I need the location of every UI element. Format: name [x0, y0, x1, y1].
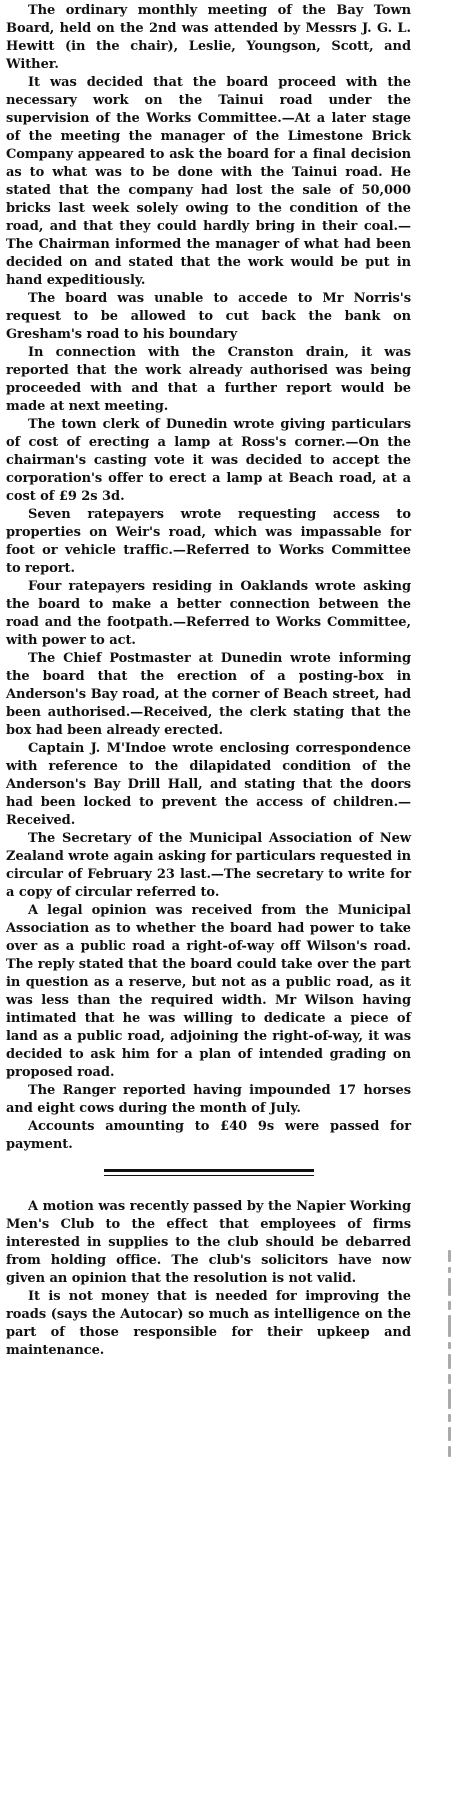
paragraph-drill-hall: Captain J. M'Indoe wrote enclosing correspondence with reference to the dilapidated condition of the Anderson's Bay Drill Hall, and stating that the doors had been locked to prevent the access of children.—Received.: [6, 741, 411, 828]
paragraph-municipal-circular: The Secretary of the Municipal Association of New Zealand wrote again asking for particulars requested in circular of February 23 last.—The secretary to write for a copy of circular referred to.: [6, 831, 411, 900]
paragraph-napier-club: A motion was recently passed by the Napier Working Men's Club to the effect that employees of firms interested in supplies to the club should be debarred from holding office. The club's solicitors have now given an opinion that the resolution is not valid.: [6, 1199, 411, 1286]
article-column: [6, 2, 411, 1360]
paragraph-accounts: Accounts amounting to £40 9s were passed for payment.: [6, 1119, 411, 1152]
paragraph-autocar-roads: It is not money that is needed for improving the roads (says the Autocar) so much as intelligence on the part of those responsible for their upkeep and maintenance.: [6, 1289, 411, 1358]
paragraph-tainui-road: It was decided that the board proceed with the necessary work on the Tainui road under the supervision of the Works Committee.—At a later stage of the meeting the manager of the Limestone Brick Company appeared to ask the board for a final decision as to what was to be done with the Tainui road. He stated that the company had lost the sale of 50,000 bricks last week solely owing to the condition of the road, and that they could hardly bring in their coal.—The Chairman informed the manager of what had been decided on and stated that the work would be put in hand expeditiously.: [6, 75, 411, 288]
paragraph-ranger-report: The Ranger reported having impounded 17 horses and eight cows during the month of July.: [6, 1083, 411, 1116]
margin-bleed-through-marks: [440, 1250, 458, 1520]
short-items: [6, 1198, 411, 1360]
paragraph-legal-opinion: A legal opinion was received from the Municipal Association as to whether the board had power to take over as a public road a right-of-way off Wilson's road. The reply stated that the board could take over the part in question as a reserve, but not as a public road, as it was less than the required width. Mr Wilson having intimated that he was willing to dedicate a piece of land as a public road, adjoining the right-of-way, it was decided to ask him for a plan of intended grading on proposed road.: [6, 903, 411, 1080]
paragraph-oaklands-footpath: Four ratepayers residing in Oaklands wrote asking the board to make a better connection between the road and the footpath.—Referred to Works Committee, with power to act.: [6, 579, 411, 648]
paragraph-norris-request: The board was unable to accede to Mr Norris's request to be allowed to cut back the bank on Gresham's road to his boundary: [6, 291, 411, 342]
town-board-report: [6, 2, 411, 1154]
paragraph-meeting-attendance: The ordinary monthly meeting of the Bay Town Board, held on the 2nd was attended by Messrs J. G. L. Hewitt (in the chair), Leslie, Youngson, Scott, and Wither.: [6, 3, 411, 72]
paragraph-cranston-drain: In connection with the Cranston drain, it was reported that the work already authorised was being proceeded with and that a further report would be made at next meeting.: [6, 345, 411, 414]
paragraph-dunedin-lamp: The town clerk of Dunedin wrote giving particulars of cost of erecting a lamp at Ross's corner.—On the chairman's casting vote it was decided to accept the corporation's offer to erect a lamp at Beach road, at a cost of £9 2s 3d.: [6, 417, 411, 504]
paragraph-posting-box: The Chief Postmaster at Dunedin wrote informing the board that the erection of a posting-box in Anderson's Bay road, at the corner of Beach street, had been authorised.—Received, the clerk stating that the box had been already erected.: [6, 651, 411, 738]
paragraph-weirs-road: Seven ratepayers wrote requesting access to properties on Weir's road, which was impassable for foot or vehicle traffic.—Referred to Works Committee to report.: [6, 507, 411, 576]
section-divider: [104, 1169, 314, 1176]
